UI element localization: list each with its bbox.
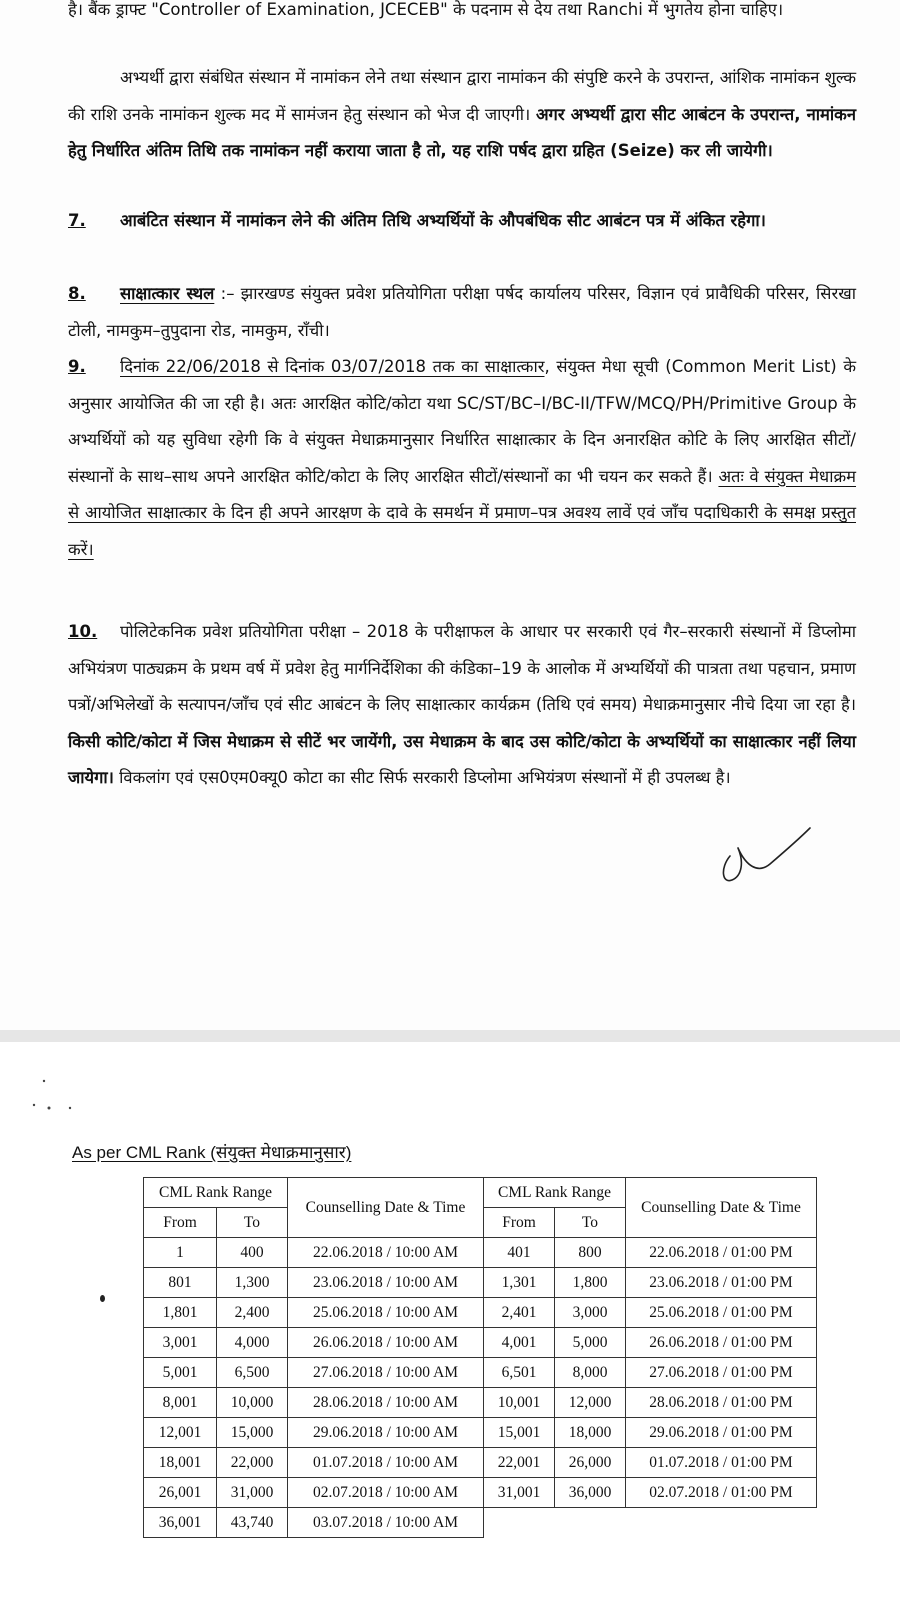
from-cell: 15,001 <box>484 1418 555 1448</box>
paragraph-draft-fragment: है। बैंक ड्राफ्ट "Controller of Examination, JCECEB" के पदनाम से देय तथा Ranchi में भुगतेय होना चाहिए। <box>68 0 784 19</box>
header-date-time-right: Counselling Date & Time <box>626 1178 817 1238</box>
date-time-cell: 22.06.2018 / 01:00 PM <box>626 1238 817 1268</box>
date-time-cell: 26.06.2018 / 10:00 AM <box>288 1328 484 1358</box>
to-cell: 18,000 <box>555 1418 626 1448</box>
table-row <box>144 1418 817 1448</box>
to-cell: 1,300 <box>217 1268 288 1298</box>
date-time-cell: 29.06.2018 / 10:00 AM <box>288 1418 484 1448</box>
table-row <box>144 1358 817 1388</box>
date-time-cell: 01.07.2018 / 10:00 AM <box>288 1448 484 1478</box>
from-cell: 801 <box>144 1268 217 1298</box>
header-to-right: To <box>555 1208 626 1238</box>
to-cell: 6,500 <box>217 1358 288 1388</box>
table-row <box>144 1388 817 1418</box>
header-rank-range-left: CML Rank Range <box>144 1178 288 1208</box>
page-separator <box>0 1030 900 1042</box>
paragraph-nominal-fee: अभ्यर्थी द्वारा संबंधित संस्थान में नामांकन लेने तथा संस्थान द्वारा नामांकन की संपुष्टि करने के उपरान्त, आंशिक नामांकन शुल्क की राशि उनके नामांकन शुल्क मद में सामंजन हेतु संस्थान को भेज दी जाएगी। अगर अभ्यर्थी द्वारा सीट आबंटन के उपरान्त, नामांकन हेतु निर्धारित अंतिम तिथि तक नामांकन नहीं कराया जाता है तो, यह राशि पर्षद द्वारा ग्रहित (Seize) कर ली जायेगी। <box>68 68 857 160</box>
to-cell: 1,800 <box>555 1268 626 1298</box>
table-row <box>144 1478 817 1508</box>
from-cell: 26,001 <box>144 1478 217 1508</box>
header-date-time-left: Counselling Date & Time <box>288 1178 484 1238</box>
date-time-cell: 26.06.2018 / 01:00 PM <box>626 1328 817 1358</box>
header-from-left: From <box>144 1208 217 1238</box>
from-cell: 10,001 <box>484 1388 555 1418</box>
from-cell: 3,001 <box>144 1328 217 1358</box>
date-time-cell: 23.06.2018 / 01:00 PM <box>626 1268 817 1298</box>
from-cell: 2,401 <box>484 1298 555 1328</box>
from-cell: 1 <box>144 1238 217 1268</box>
to-cell: 31,000 <box>217 1478 288 1508</box>
cml-schedule-table <box>143 1177 817 1538</box>
from-cell: 401 <box>484 1238 555 1268</box>
date-time-cell: 23.06.2018 / 10:00 AM <box>288 1268 484 1298</box>
table-row <box>144 1298 817 1328</box>
from-cell: 5,001 <box>144 1358 217 1388</box>
date-time-cell: 25.06.2018 / 01:00 PM <box>626 1298 817 1328</box>
from-cell: 1,801 <box>144 1298 217 1328</box>
to-cell: 22,000 <box>217 1448 288 1478</box>
table-row <box>144 1448 817 1478</box>
from-cell: 6,501 <box>484 1358 555 1388</box>
date-time-cell: 25.06.2018 / 10:00 AM <box>288 1298 484 1328</box>
date-time-cell: 01.07.2018 / 01:00 PM <box>626 1448 817 1478</box>
point-9: 9. दिनांक 22/06/2018 से दिनांक 03/07/2018 तक का साक्षात्कार, संयुक्त मेधा सूची (Common Merit List) के अनुसार आयोजित की जा रही है। अतः आरक्षित कोटि/कोटा यथा SC/ST/BC–I/BC-II/TFW/MCQ/PH/Primitive Group के अभ्यर्थियों को यह सुविधा रहेगी कि वे संयुक्त मेधाक्रमानुसार निर्धारित साक्षात्कार के दिन अनारक्षित कोटि के लिए आरक्षित सीटों/संस्थानों के साथ–साथ अपने आरक्षित कोटि/कोटा के लिए आरक्षित सीटों/संस्थानों का भी चयन कर सकते हैं। अतः वे संयुक्त मेधाक्रम से आयोजित साक्षात्कार के दिन ही अपने आरक्षण के दावे के समर्थन में प्रमाण–पत्र अवश्य लावें एवं जाँच पदाधिकारी के समक्ष प्रस्तुत करें। <box>68 357 857 559</box>
to-cell: 36,000 <box>555 1478 626 1508</box>
cml-heading: As per CML Rank (संयुक्त मेधाक्रमानुसार) <box>72 1143 352 1162</box>
date-time-cell: 29.06.2018 / 01:00 PM <box>626 1418 817 1448</box>
date-time-cell: 02.07.2018 / 10:00 AM <box>288 1478 484 1508</box>
to-cell: 43,740 <box>217 1508 288 1538</box>
from-cell: 31,001 <box>484 1478 555 1508</box>
to-cell: 4,000 <box>217 1328 288 1358</box>
from-cell: 1,301 <box>484 1268 555 1298</box>
date-time-cell: 03.07.2018 / 10:00 AM <box>288 1508 484 1538</box>
point-7: 7. आबंटित संस्थान में नामांकन लेने की अंतिम तिथि अभ्यर्थियों के औपबंधिक सीट आबंटन पत्र में अंकित रहेगा। <box>68 211 766 230</box>
from-cell: 36,001 <box>144 1508 217 1538</box>
to-cell: 2,400 <box>217 1298 288 1328</box>
header-to-left: To <box>217 1208 288 1238</box>
scan-specks <box>30 1075 90 1115</box>
date-time-cell: 27.06.2018 / 10:00 AM <box>288 1358 484 1388</box>
table-row <box>144 1508 817 1538</box>
to-cell: 15,000 <box>217 1418 288 1448</box>
from-cell: 12,001 <box>144 1418 217 1448</box>
date-time-cell: 27.06.2018 / 01:00 PM <box>626 1358 817 1388</box>
header-rank-range-right: CML Rank Range <box>484 1178 626 1208</box>
table-row <box>144 1328 817 1358</box>
from-cell: 8,001 <box>144 1388 217 1418</box>
signature-mark <box>718 818 818 888</box>
to-cell: 400 <box>217 1238 288 1268</box>
to-cell: 8,000 <box>555 1358 626 1388</box>
header-from-right: From <box>484 1208 555 1238</box>
from-cell: 18,001 <box>144 1448 217 1478</box>
from-cell: 4,001 <box>484 1328 555 1358</box>
empty-cell <box>484 1508 817 1538</box>
date-time-cell: 22.06.2018 / 10:00 AM <box>288 1238 484 1268</box>
to-cell: 5,000 <box>555 1328 626 1358</box>
point-10: 10. पोलिटेकनिक प्रवेश प्रतियोगिता परीक्षा – 2018 के परीक्षाफल के आधार पर सरकारी एवं गैर–सरकारी संस्थानों में डिप्लोमा अभियंत्रण पाठ्यक्रम के प्रथम वर्ष में प्रवेश हेतु मार्गनिर्देशिका की कंडिका–19 के आलोक में अभ्यर्थियों की पात्रता तथा पहचान, प्रमाण पत्रों/अभिलेखों के सत्यापन/जाँच एवं सीट आबंटन के लिए साक्षात्कार कार्यक्रम (तिथि एवं समय) मेधाक्रमानुसार नीचे दिया जा रहा है। किसी कोटि/कोटा में जिस मेधाक्रम से सीटें भर जायेंगी, उस मेधाक्रम के बाद उस कोटि/कोटा के अभ्यर्थियों का साक्षात्कार नहीं लिया जायेगा। विकलांग एवं एस0एम0क्यू0 कोटा का सीट सिर्फ सरकारी डिप्लोमा अभियंत्रण संस्थानों में ही उपलब्ध है। <box>68 622 857 787</box>
from-cell: 22,001 <box>484 1448 555 1478</box>
point-8: 8. साक्षात्कार स्थल :– झारखण्ड संयुक्त प्रवेश प्रतियोगिता परीक्षा पर्षद कार्यालय परिसर, विज्ञान एवं प्रावैधिकी परिसर, सिरखा टोली, नामकुम–तुपुदाना रोड, नामकुम, राँची। <box>68 284 856 340</box>
to-cell: 3,000 <box>555 1298 626 1328</box>
scan-speck <box>100 1295 105 1302</box>
table-row <box>144 1268 817 1298</box>
to-cell: 800 <box>555 1238 626 1268</box>
date-time-cell: 28.06.2018 / 01:00 PM <box>626 1388 817 1418</box>
date-time-cell: 28.06.2018 / 10:00 AM <box>288 1388 484 1418</box>
to-cell: 10,000 <box>217 1388 288 1418</box>
date-time-cell: 02.07.2018 / 01:00 PM <box>626 1478 817 1508</box>
table-row <box>144 1238 817 1268</box>
to-cell: 12,000 <box>555 1388 626 1418</box>
to-cell: 26,000 <box>555 1448 626 1478</box>
